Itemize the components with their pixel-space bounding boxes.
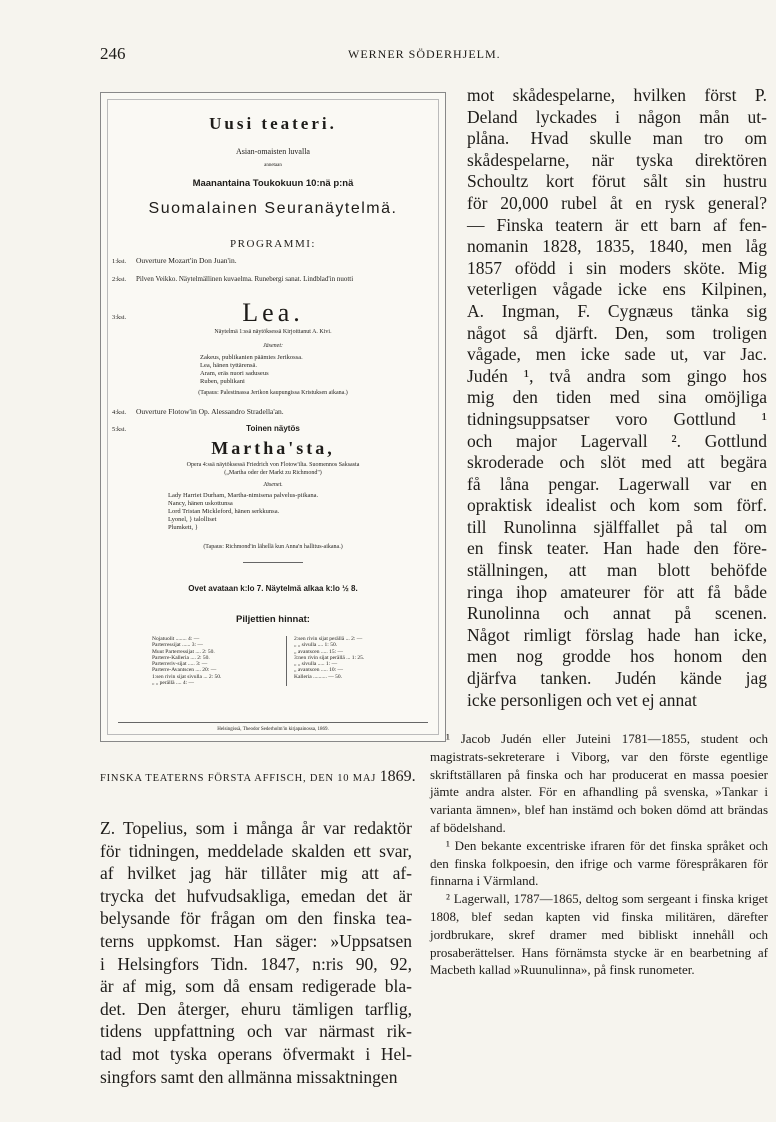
poster-date: Maanantaina Toukokuun 10:nä p:nä <box>192 178 354 189</box>
text-line: mig den tiden med sina omöjliga <box>467 387 767 408</box>
cast-line: Lord Tristan Mickleford, hänen serkkunsa. <box>168 508 280 515</box>
text-line: få låna pengar. Lagerwall var en <box>467 473 767 494</box>
price-row: Parterre-Kalleria .... 2: 50. <box>152 654 210 661</box>
text-line: till Runolinna själffallet på tal om <box>467 516 767 537</box>
text-line: är af mig, som då ensam redigerade bla- <box>100 976 412 997</box>
play-martha-title: Martha'sta, <box>211 438 335 458</box>
price-row: „ avantscen ..... 15: — <box>294 648 344 655</box>
cast-heading: Jäsenet. <box>263 482 283 488</box>
text-line: skroderade och slöt med att begära <box>467 452 767 473</box>
text-line: opraktisk idealist och kom som förf. <box>467 495 767 516</box>
printer-line: Helsingissä, Theodor Sederholm'in kirjapainossa, 1869. <box>217 727 329 732</box>
text-line: Något rimligt förslag hade han icke, <box>467 624 767 645</box>
poster-line: annetaan <box>264 163 282 168</box>
text-line: 1857 ofödd i sin moders sköte. Mig <box>467 257 767 278</box>
text-line: veterligen vågade icke ens Kilpinen, <box>467 279 767 300</box>
text-line: skådespelarne, när tyska direktören <box>467 149 767 170</box>
footnote: ¹ Den bekante excentriske ifraren för det finska språket och den finska folkpoesin, den ifrige och varme förespråkaren för finnarna i Värmland. <box>430 837 768 889</box>
text-line: det. Den återger, ehuru tämligen tarflig, <box>100 998 412 1019</box>
price-row: Parterressijat ...... 3: — <box>152 642 203 649</box>
text-line: A. Ingman, F. Cygnæus tänka sig <box>467 300 767 321</box>
text-line: mot skådespelarne, hvilken först P. <box>467 85 767 105</box>
text-line: af hvilket jag här tillåter mig att af- <box>100 863 412 884</box>
prog-num: 1:ksi. <box>112 258 127 265</box>
prog-item: Pilven Veikko. Näytelmällinen kuvaelma. Runebergi sanat. Lindblad'in nuotti <box>136 275 354 283</box>
price-row: „ „ perällä .... 4: — <box>152 680 194 687</box>
price-row: „ „ sivulla ..... 1: — <box>294 661 338 668</box>
price-row: Parterre-Avantscen .... 20: — <box>152 667 217 674</box>
price-row: 1:sen rivin sijat sivulla ... 2: 50. <box>152 673 222 680</box>
text-line: icke personligen och vet ej annat <box>467 689 697 710</box>
price-row: Nojatuolit ........ 4: — <box>152 636 200 642</box>
prog-item: Toinen näytös <box>246 424 300 433</box>
text-line: tad mot tyska operans öfvermakt i Hel- <box>100 1043 412 1064</box>
cast-line: Zakeus, publikanien päämies Jerikossa. <box>200 354 303 361</box>
prog-num: 4:ksi. <box>112 409 127 416</box>
ornament-rule <box>108 562 438 563</box>
prog-item: Ouverture Flotow'in Op. Alessandro Stradella'an. <box>136 407 284 416</box>
right-column-text <box>467 85 767 711</box>
poster-program-heading: PROGRAMMI: <box>230 238 316 250</box>
play-martha-subtitle: („Martha oder der Markt zu Richmond") <box>224 470 322 476</box>
text-line: för tidningen, meddelade skalden ett svar, <box>100 840 412 861</box>
text-line: Schoultz kort förut sålt sin hustru <box>467 171 767 192</box>
price-row: Parterreriv-sijat ..... 3: — <box>152 661 208 668</box>
tickets-heading: Piljettien hinnat: <box>236 614 310 625</box>
text-line: djärfva tanken. Judén kände jag <box>467 668 767 689</box>
text-line: singfors samt den allmänna missaktningen <box>100 1066 398 1087</box>
cast-heading: Jäsenet: <box>263 343 283 349</box>
text-line: nomanin 1828, 1835, 1840, men låg <box>467 236 767 257</box>
cast-line: Lea, hänen tyttärensä. <box>200 362 258 369</box>
cast-line: Lady Harriet Durham, Martha-nimisena palvelus-piikana. <box>168 492 319 499</box>
text-line: något så djärft. Den, som troligen <box>467 322 767 343</box>
page-number: 246 <box>100 44 126 63</box>
poster-company: Suomalainen Seuranäytelmä. <box>148 200 398 217</box>
text-line: terns uppkomst. Han säger: »Uppsatsen <box>100 930 412 951</box>
price-row: Muut Parterressijat .... 2: 50. <box>152 648 215 655</box>
scene-note: (Tapaus: Richmond'in lähellä kun Anna'n hallitus-aikana.) <box>203 544 343 550</box>
running-title: WERNER SÖDERHJELM. <box>348 47 501 61</box>
text-line: och major Lagervall ². Gottlund <box>467 430 767 451</box>
text-line: en finsk teater. Han hade den före- <box>467 538 767 559</box>
bottom-rule <box>118 722 428 723</box>
poster-line: Asian-omaisten luvalla <box>236 147 310 156</box>
price-divider <box>286 636 288 686</box>
text-line: vågade, men icke sade ut, var Jac. <box>467 344 767 365</box>
cast-line: Aram, eräs nuori saduseus <box>200 370 269 377</box>
text-line: Z. Topelius, som i många år var redaktör <box>100 818 412 838</box>
text-line: men nog grodde hos honom den <box>467 646 767 667</box>
prog-item: Ouverture Mozart'in Don Juan'in. <box>136 256 237 265</box>
left-column-text <box>100 817 412 1088</box>
text-line: i Helsingfors Tidn. 1847, n:ris 90, 92, <box>100 953 412 974</box>
playbill-image <box>100 92 446 742</box>
prog-num: 2:ksi. <box>112 276 127 283</box>
prog-num: 5:ksi. <box>112 426 127 433</box>
text-line: Judén ¹, två andra som gingo hos <box>467 365 767 386</box>
cast-line: Nancy, hänen uskottunsa <box>168 500 233 507</box>
scene-note: (Tapaus: Palestinassa Jerikon kaupungissa Kristuksen aikana.) <box>198 390 348 396</box>
text-line: för 20,000 rubel åt en rysk general? <box>467 192 767 213</box>
text-line: Runolinna och annat på scenen. <box>467 603 767 624</box>
cast-line: Ruben, publikani <box>200 378 245 385</box>
price-row: „ „ sivulla .... 1: 50. <box>294 642 338 649</box>
doors-line: Ovet avataan k:lo 7. Näytelmä alkaa k:lo ½ 8. <box>188 584 358 593</box>
play-lea-subtitle: Näytelmä 1:ssä näytöksessä Kirjoittanut A. Kivi. <box>214 329 332 335</box>
footnotes <box>430 730 768 979</box>
price-row: 3:nen rivin sijat perällä ... 1: 25. <box>294 654 365 661</box>
price-row: „ avantscen ..... 10: — <box>294 667 344 674</box>
text-line: Deland lyckades i någon mån ut- <box>467 106 767 127</box>
text-line: — Finska teatern är ett barn af fen- <box>467 214 767 235</box>
cast-line: Plumkett, } <box>168 524 198 531</box>
text-line: ställningen, att man blott behöfde <box>467 560 767 581</box>
text-line: belysande för frågan om den finska tea- <box>100 908 412 929</box>
figure-caption <box>100 768 416 786</box>
play-lea-title: Lea. <box>242 298 304 327</box>
text-line: trycka det hufvudsakliga, emedan det är <box>100 885 412 906</box>
text-line: ringa ihop amateurer för att få både <box>467 581 767 602</box>
price-row: Kalleria .......... — 50. <box>294 673 342 680</box>
text-line: tidningsuppsatser voro Gottlund ¹ <box>467 408 767 429</box>
prog-num: 3:ksi. <box>112 314 127 321</box>
poster-title: Uusi teateri. <box>209 114 337 133</box>
footnote: ¹ Jacob Judén eller Juteini 1781—1855, student och magistrats-sekreterare i Viborg, var den förste egentlige skriftställaren på finska och har producerat en massa poesier jämte andra alster. För en afhandling på svenska, »Tankar i varianta ämnen», blef han instämd och boken dömd att brändas af bödelshand. <box>430 731 768 835</box>
footnote: ² Lagerwall, 1787—1865, deltog som sergeant i finska kriget 1808, blef sedan kapten vid finska militären, därefter jordbrukare, skref dramer med bibliskt innehåll och prosaberättelser. Hans förnämsta stycke är en bearbetning af Macbeth kallad »Ruunulinna», på finsk runometer. <box>430 891 768 978</box>
text-line: plåna. Hvad skulle man tro om <box>467 128 767 149</box>
play-martha-subtitle: Opera 4:ssä näytöksessä Friedrich von Flotow'ilta. Suomennos Saksasta <box>186 462 360 468</box>
cast-line: Lyonel, } talolliset <box>168 516 217 523</box>
caption-year: 1869. <box>379 768 416 785</box>
text-line: tidens uppfattning och var närmast rik- <box>100 1021 412 1042</box>
caption-text: FINSKA TEATERNS FÖRSTA AFFISCH, DEN 10 MAJ <box>100 773 377 784</box>
price-row: 2:sen rivin sijat perällä ... 2: — <box>294 636 363 642</box>
